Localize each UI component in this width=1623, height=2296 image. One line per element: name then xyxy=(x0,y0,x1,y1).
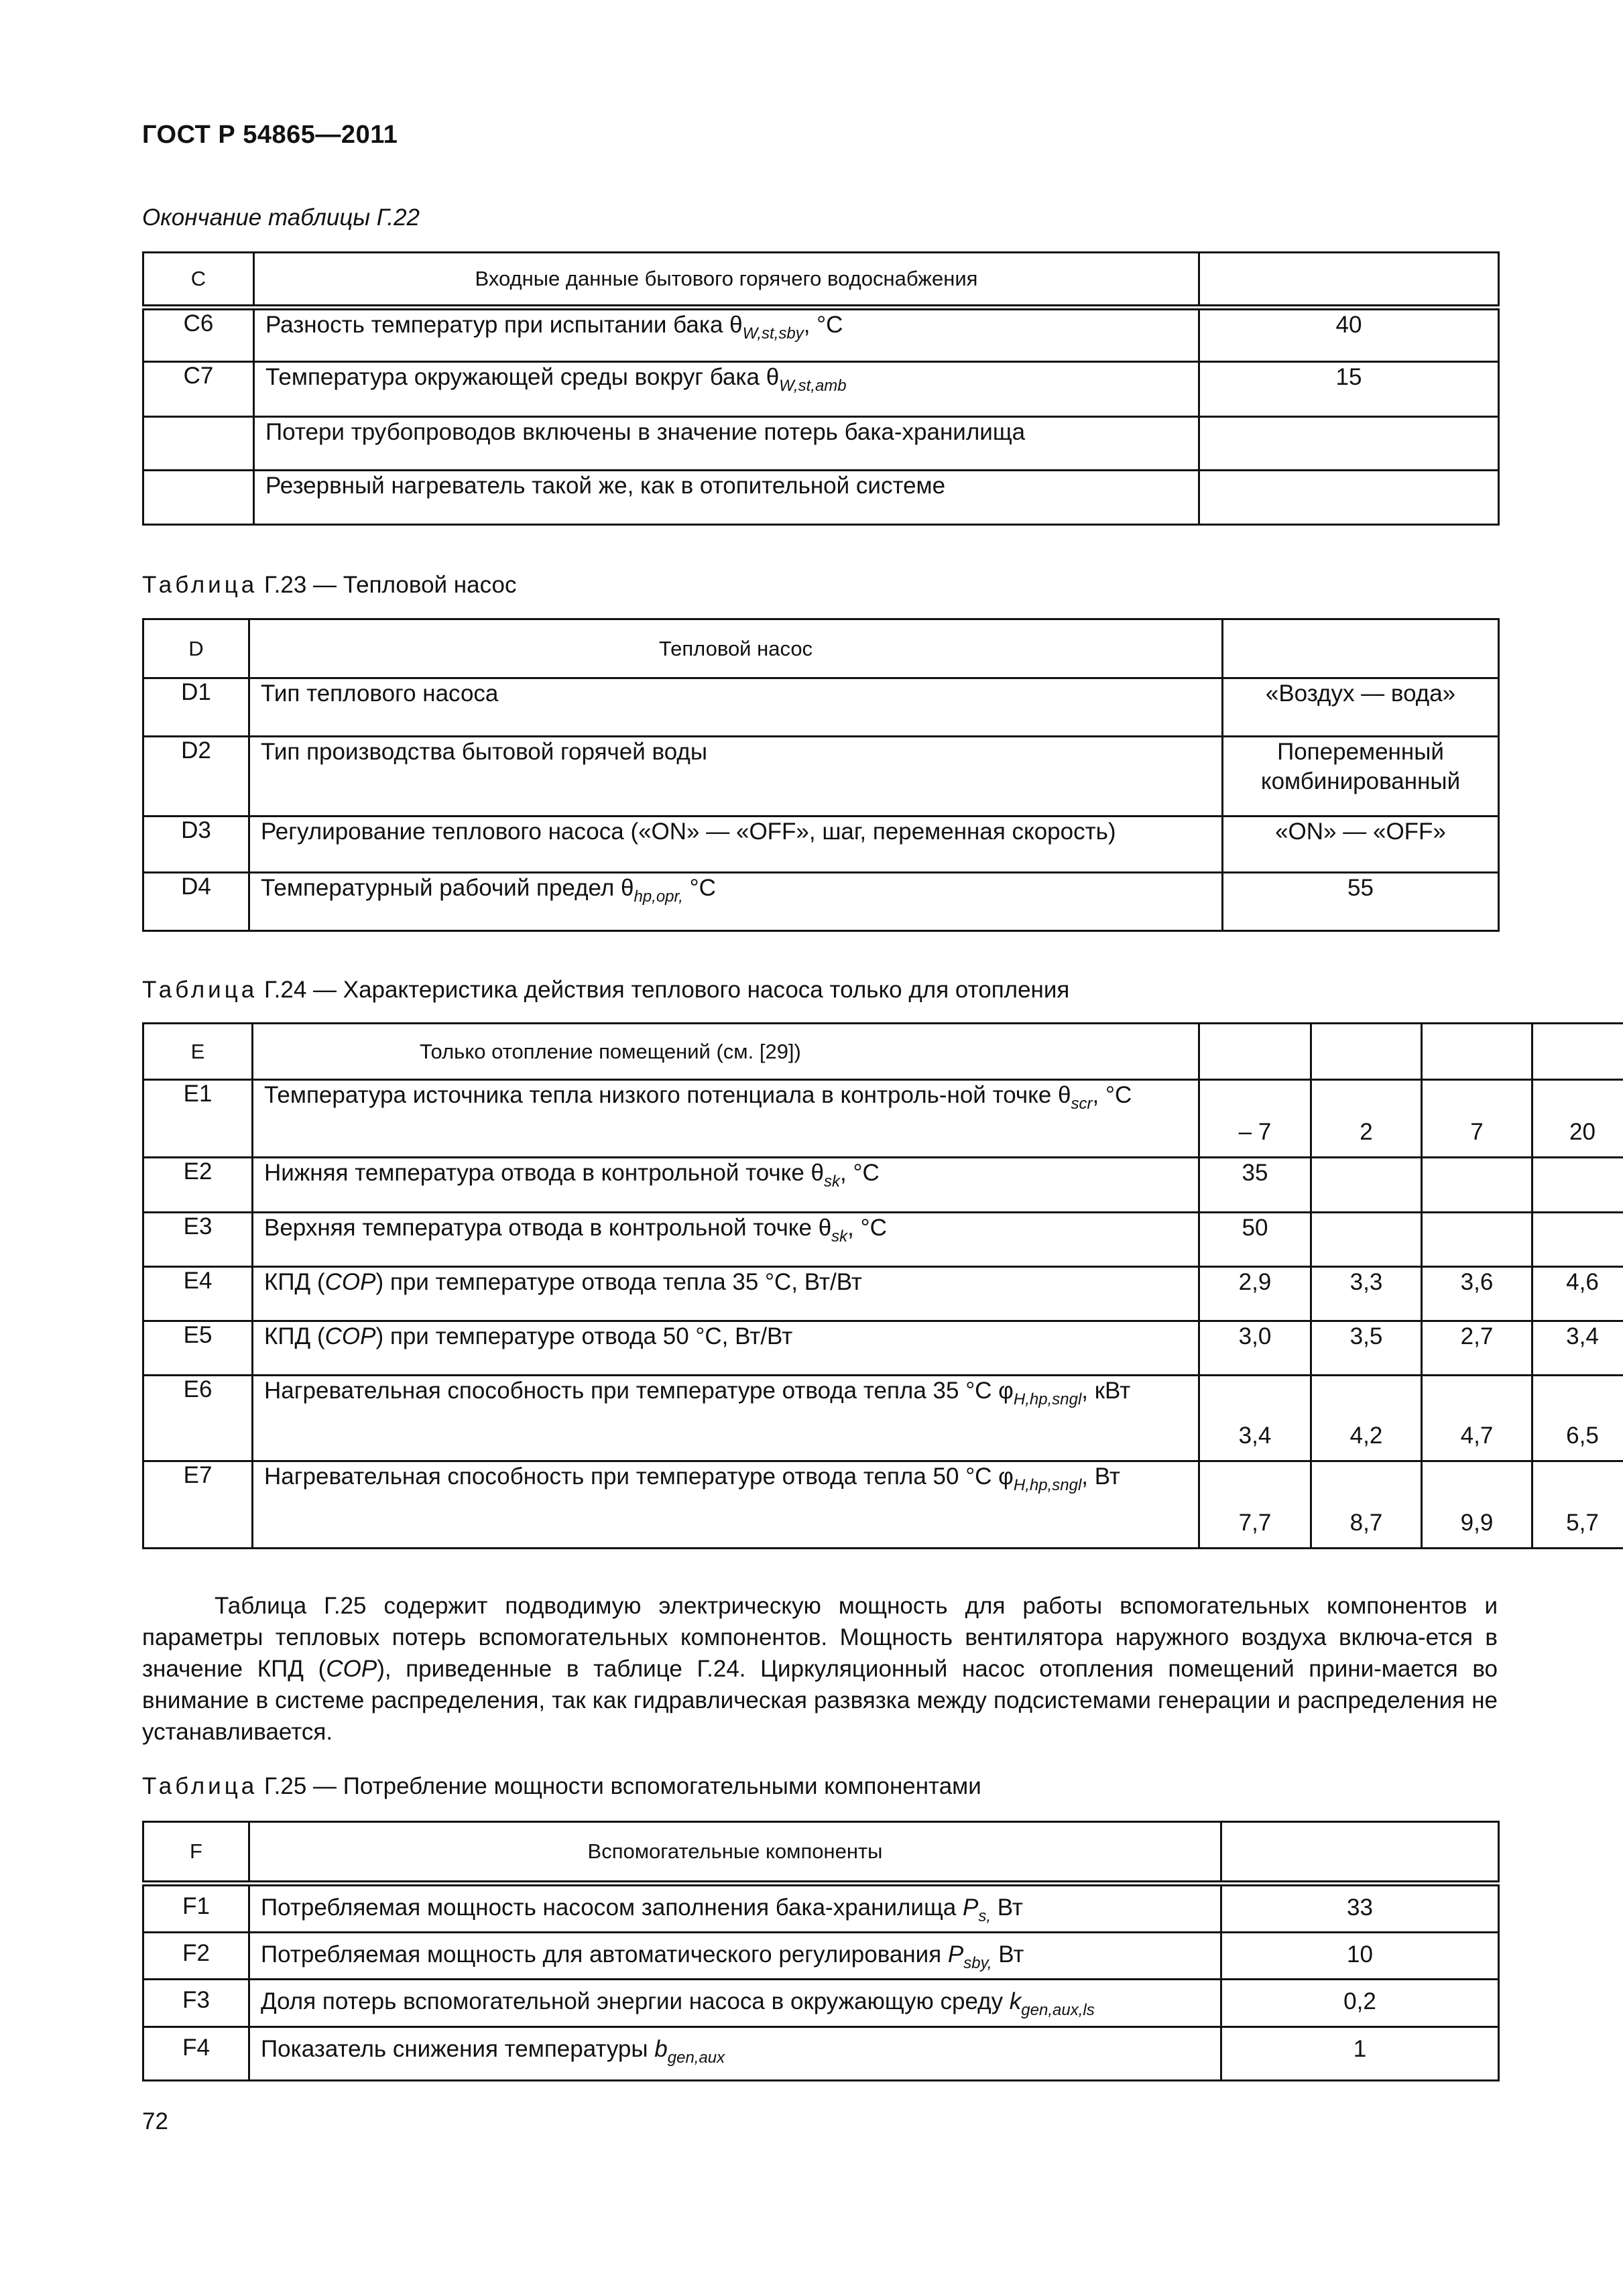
table-header-row xyxy=(143,253,1499,308)
row-value xyxy=(1199,471,1499,525)
row-value xyxy=(1311,1213,1422,1267)
row-value: 3,3 xyxy=(1311,1267,1422,1321)
row-value: 4,2 xyxy=(1311,1376,1422,1461)
row-value: Попеременный комбинированный xyxy=(1223,737,1499,817)
row-value: 40 xyxy=(1199,308,1499,362)
row-value: 4,6 xyxy=(1532,1267,1623,1321)
row-value: 55 xyxy=(1223,873,1499,931)
column-title-header: Тепловой насос xyxy=(249,619,1223,678)
row-value: 5,7 xyxy=(1532,1461,1623,1549)
table-row xyxy=(143,1376,1623,1461)
column-title-header: Входные данные бытового горячего водоснабжения xyxy=(254,253,1199,308)
table-row xyxy=(143,1080,1623,1158)
row-value: 3,4 xyxy=(1199,1376,1311,1461)
row-description: Верхняя температура отвода в контрольной точке $\theta_{sk}$, °С xyxy=(253,1213,1199,1267)
row-value: 2 xyxy=(1311,1080,1422,1158)
row-code: E7 xyxy=(143,1461,253,1549)
row-code: F4 xyxy=(143,2027,249,2081)
row-value: 3,0 xyxy=(1199,1321,1311,1376)
column-value-header xyxy=(1223,619,1499,678)
row-description: Потери трубопроводов включены в значение потерь бака-хранилища xyxy=(254,417,1199,471)
table-g25 xyxy=(142,1821,1500,2081)
row-value: 9,9 xyxy=(1422,1461,1532,1549)
row-code xyxy=(143,471,254,525)
row-description: Тип теплового насоса xyxy=(249,678,1223,737)
column-value-header xyxy=(1199,253,1499,308)
row-description: Температура окружающей среды вокруг бака $\theta_{W,st,amb}$ xyxy=(254,362,1199,417)
row-value: 3,6 xyxy=(1422,1267,1532,1321)
row-value: 2,9 xyxy=(1199,1267,1311,1321)
column-code-header: C xyxy=(143,253,254,308)
table-row xyxy=(143,362,1499,417)
row-code: D3 xyxy=(143,817,249,873)
table-row xyxy=(143,1461,1623,1549)
row-description: Температура источника тепла низкого потенциала в контроль-ной точке $\theta_{scr}$, °С xyxy=(253,1080,1199,1158)
table-header-row xyxy=(143,1822,1499,1884)
column-title-header: Только отопление помещений (см. [29]) xyxy=(253,1024,1199,1080)
row-value: – 7 xyxy=(1199,1080,1311,1158)
row-value: 50 xyxy=(1199,1213,1311,1267)
column-value-header xyxy=(1311,1024,1422,1080)
row-code: C7 xyxy=(143,362,254,417)
table-row xyxy=(143,308,1499,362)
row-value: 33 xyxy=(1221,1884,1499,1933)
table-row xyxy=(143,678,1499,737)
row-value xyxy=(1532,1158,1623,1213)
row-description: Доля потерь вспомогательной энергии насоса в окружающую среду $k_{gen,aux,ls}$ xyxy=(249,1980,1221,2027)
table-row xyxy=(143,873,1499,931)
table-g25-caption: Таблица Г.25 — Потребление мощности вспомогательными компонентами xyxy=(142,1773,981,1799)
row-value: «Воздух — вода» xyxy=(1223,678,1499,737)
table-row xyxy=(143,817,1499,873)
row-value: 3,5 xyxy=(1311,1321,1422,1376)
table-g24 xyxy=(142,1022,1623,1549)
page-number: 72 xyxy=(142,2108,168,2134)
row-value: «ON» — «OFF» xyxy=(1223,817,1499,873)
row-value: 2,7 xyxy=(1422,1321,1532,1376)
row-code: D2 xyxy=(143,737,249,817)
column-value-header xyxy=(1532,1024,1623,1080)
row-code: E3 xyxy=(143,1213,253,1267)
table-row xyxy=(143,1884,1499,1933)
row-code: E5 xyxy=(143,1321,253,1376)
row-description: Тип производства бытовой горячей воды xyxy=(249,737,1223,817)
row-description: Показатель снижения температуры $b_{gen,aux}$ xyxy=(249,2027,1221,2081)
table-row xyxy=(143,1980,1499,2027)
table-row xyxy=(143,1933,1499,1980)
row-value: 4,7 xyxy=(1422,1376,1532,1461)
table-row xyxy=(143,2027,1499,2081)
table-row xyxy=(143,737,1499,817)
row-description: Потребляемая мощность для автоматического регулирования $P_{sby,}$ Вт xyxy=(249,1933,1221,1980)
row-code: D1 xyxy=(143,678,249,737)
row-code: F3 xyxy=(143,1980,249,2027)
table-row xyxy=(143,1321,1623,1376)
row-value xyxy=(1422,1213,1532,1267)
document-header: ГОСТ Р 54865—2011 xyxy=(142,121,398,149)
row-value: 7 xyxy=(1422,1080,1532,1158)
row-description: Регулирование теплового насоса («ON» — «OFF», шаг, переменная скорость) xyxy=(249,817,1223,873)
table-header-row xyxy=(143,1024,1623,1080)
row-code: E6 xyxy=(143,1376,253,1461)
row-value: 1 xyxy=(1221,2027,1499,2081)
row-code: E4 xyxy=(143,1267,253,1321)
row-value: 15 xyxy=(1199,362,1499,417)
row-description: Резервный нагреватель такой же, как в отопительной системе xyxy=(254,471,1199,525)
row-code: F1 xyxy=(143,1884,249,1933)
row-description: Нижняя температура отвода в контрольной точке $\theta_{sk}$, °С xyxy=(253,1158,1199,1213)
row-description: Разность температур при испытании бака $\theta_{W,st,sby}$, °С xyxy=(254,308,1199,362)
row-value xyxy=(1311,1158,1422,1213)
row-value: 35 xyxy=(1199,1158,1311,1213)
row-value: 20 xyxy=(1532,1080,1623,1158)
column-title-header: Вспомогательные компоненты xyxy=(249,1822,1221,1884)
table-row xyxy=(143,1213,1623,1267)
row-value xyxy=(1199,417,1499,471)
column-value-header xyxy=(1221,1822,1499,1884)
column-code-header: E xyxy=(143,1024,253,1080)
row-value xyxy=(1532,1213,1623,1267)
row-description: Потребляемая мощность насосом заполнения бака-хранилища $P_{s,}$ Вт xyxy=(249,1884,1221,1933)
column-code-header: F xyxy=(143,1822,249,1884)
body-paragraph: Таблица Г.25 содержит подводимую электрическую мощность для работы вспомогательных компонентов и параметры тепловых потерь вспомогательных компонентов. Мощность вентилятора наружного воздуха включа-ется в значение КПД (COP), приведенные в таблице Г.24. Циркуляционный насос отопления помещений прини-мается во внимание в системе распределения, так как гидравлическая развязка между подсистемами генерации и распределения не устанавливается. xyxy=(142,1593,1498,1745)
row-value: 0,2 xyxy=(1221,1980,1499,2027)
row-description: КПД (COP) при температуре отвода тепла 35 °С, Вт/Вт xyxy=(253,1267,1199,1321)
row-code: D4 xyxy=(143,873,249,931)
row-description: Температурный рабочий предел $\theta_{hp,opr,}$ °С xyxy=(249,873,1223,931)
row-value: 7,7 xyxy=(1199,1461,1311,1549)
row-value: 8,7 xyxy=(1311,1461,1422,1549)
row-code: E1 xyxy=(143,1080,253,1158)
row-code xyxy=(143,417,254,471)
table-g22 xyxy=(142,251,1500,526)
row-description: Нагревательная способность при температуре отвода тепла 35 °С $\varphi_{H,hp,sngl}$, кВт xyxy=(253,1376,1199,1461)
row-code: E2 xyxy=(143,1158,253,1213)
row-code: F2 xyxy=(143,1933,249,1980)
row-value: 10 xyxy=(1221,1933,1499,1980)
row-description: Нагревательная способность при температуре отвода тепла 50 °С $\varphi_{H,hp,sngl}$, Вт xyxy=(253,1461,1199,1549)
table-row xyxy=(143,1267,1623,1321)
table-row xyxy=(143,1158,1623,1213)
row-code: C6 xyxy=(143,308,254,362)
column-code-header: D xyxy=(143,619,249,678)
table-g22-caption: Окончание таблицы Г.22 xyxy=(142,204,420,231)
row-value: 3,4 xyxy=(1532,1321,1623,1376)
row-value xyxy=(1422,1158,1532,1213)
table-row xyxy=(143,417,1499,471)
table-g23-caption: Таблица Г.23 — Тепловой насос xyxy=(142,572,517,598)
row-value: 6,5 xyxy=(1532,1376,1623,1461)
table-g24-caption: Таблица Г.24 — Характеристика действия теплового насоса только для отопления xyxy=(142,977,1070,1003)
table-header-row xyxy=(143,619,1499,678)
table-row xyxy=(143,471,1499,525)
column-value-header xyxy=(1422,1024,1532,1080)
row-description: КПД (COP) при температуре отвода 50 °С, Вт/Вт xyxy=(253,1321,1199,1376)
table-g23 xyxy=(142,618,1500,932)
column-value-header xyxy=(1199,1024,1311,1080)
